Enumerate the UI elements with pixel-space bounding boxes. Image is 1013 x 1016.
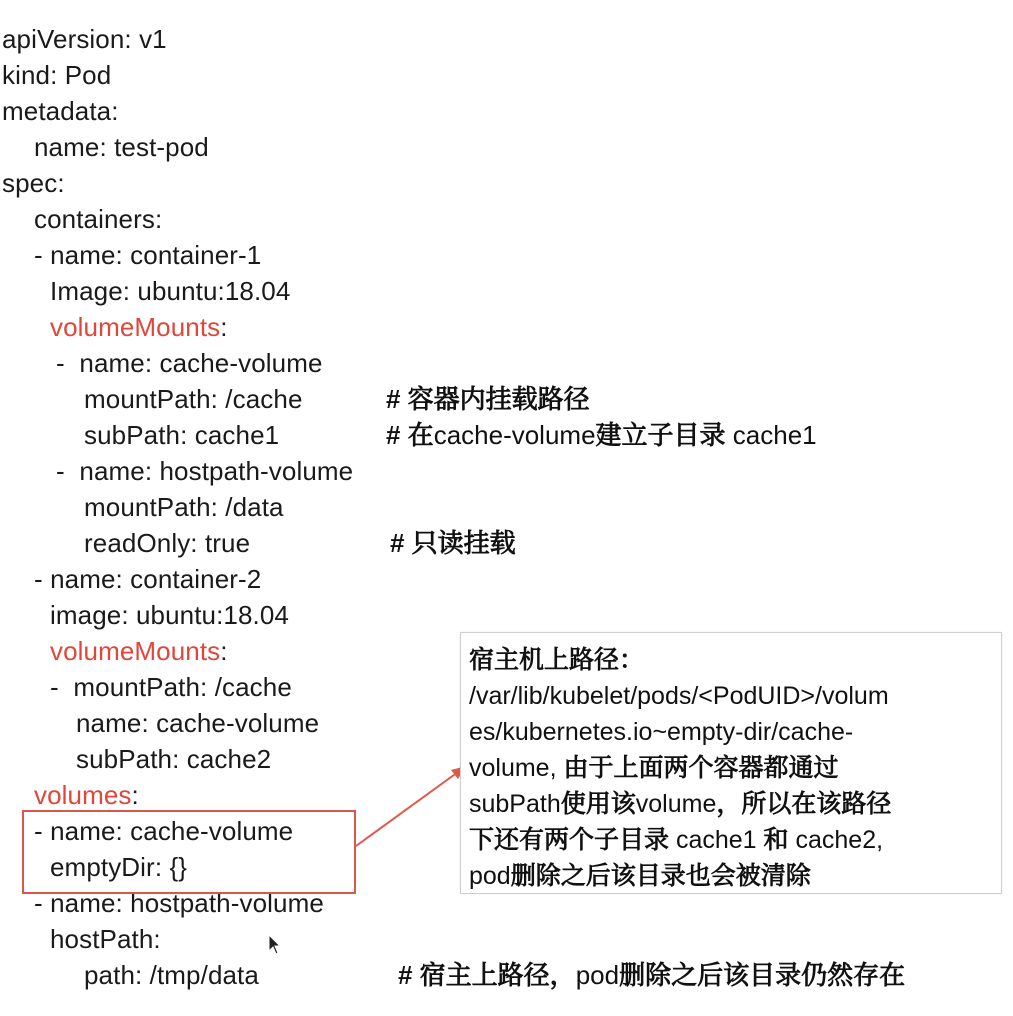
comment-text: # 在 — [386, 420, 434, 450]
yaml-line: - name: cache-volume — [56, 348, 323, 378]
yaml-colon: : — [131, 780, 139, 810]
yaml-line: mountPath: /data — [84, 492, 284, 522]
callout-title: 宿主机上路径： — [469, 646, 645, 674]
yaml-colon: : — [220, 312, 228, 342]
callout-text-part: volume — [635, 790, 717, 818]
callout-text-part: cache2, — [795, 826, 884, 854]
callout-text-part: volume, — [469, 754, 564, 782]
comment-text: # 宿主上路径， — [398, 960, 576, 990]
yaml-line: spec: — [2, 168, 65, 198]
yaml-line: - name: cache-volume — [34, 816, 294, 846]
callout-text-part: pod — [469, 862, 511, 890]
callout-box — [460, 632, 1002, 894]
comment-text: 删除之后该目录仍然存在 — [619, 960, 906, 990]
yaml-line — [50, 312, 228, 342]
yaml-line: - name: hostpath-volume — [34, 888, 324, 918]
callout-text-part: ，所以在该路径 — [716, 790, 892, 818]
comment-text: pod — [575, 960, 620, 990]
yaml-key-volumemounts: volumeMounts — [50, 312, 221, 342]
yaml-line: hostPath: — [50, 924, 161, 954]
yaml-line: - name: hostpath-volume — [56, 456, 354, 486]
yaml-line: mountPath: /cache — [84, 384, 303, 414]
comment-text: 建立子目录 — [595, 420, 733, 450]
callout-text — [469, 789, 891, 819]
callout-text: /var/lib/kubelet/pods/<PodUID>/volum — [469, 682, 889, 710]
callout-text-part: 由于上面两个容器都通过 — [563, 754, 839, 782]
comment-mount-path: # 容器内挂载路径 — [386, 384, 590, 414]
yaml-line: subPath: cache2 — [76, 744, 272, 774]
yaml-line: - name: container-2 — [34, 564, 262, 594]
yaml-line: kind: Pod — [2, 60, 112, 90]
highlight-box — [22, 810, 356, 894]
callout-text-part: 和 — [756, 826, 796, 854]
yaml-line: name: test-pod — [34, 132, 209, 162]
yaml-line: path: /tmp/data — [84, 960, 259, 990]
yaml-colon: : — [220, 636, 228, 666]
yaml-line: subPath: cache1 — [84, 420, 280, 450]
yaml-line: metadata: — [2, 96, 119, 126]
callout-text-part: cache1 — [675, 826, 757, 854]
comment-text: cache-volume — [433, 420, 596, 450]
yaml-line: Image: ubuntu:18.04 — [50, 276, 291, 306]
callout-text — [469, 753, 839, 783]
yaml-line — [50, 636, 228, 666]
yaml-key-volumes: volumes — [34, 780, 132, 810]
comment-subpath — [386, 420, 817, 450]
callout-text: es/kubernetes.io~empty-dir/cache- — [469, 718, 854, 746]
comment-text: cache1 — [732, 420, 817, 450]
yaml-line: readOnly: true — [84, 528, 251, 558]
callout-text-part: 删除之后该目录也会被清除 — [510, 862, 811, 890]
yaml-line: image: ubuntu:18.04 — [50, 600, 289, 630]
yaml-line — [34, 780, 139, 810]
callout-text-part: 下还有两个子目录 — [469, 826, 676, 854]
yaml-line: - mountPath: /cache — [50, 672, 292, 702]
yaml-line: apiVersion: v1 — [2, 24, 167, 54]
mouse-cursor-icon — [268, 934, 282, 956]
yaml-line: containers: — [34, 204, 163, 234]
yaml-line: name: cache-volume — [76, 708, 320, 738]
callout-text-part: 使用该 — [560, 790, 636, 818]
yaml-line: emptyDir: {} — [50, 852, 188, 882]
callout-text — [469, 825, 883, 855]
yaml-key-volumemounts: volumeMounts — [50, 636, 221, 666]
comment-readonly: # 只读挂载 — [390, 528, 516, 558]
callout-text — [469, 861, 811, 891]
callout-text-part: subPath — [469, 790, 561, 818]
yaml-line: - name: container-1 — [34, 240, 262, 270]
comment-host-path — [398, 960, 905, 990]
